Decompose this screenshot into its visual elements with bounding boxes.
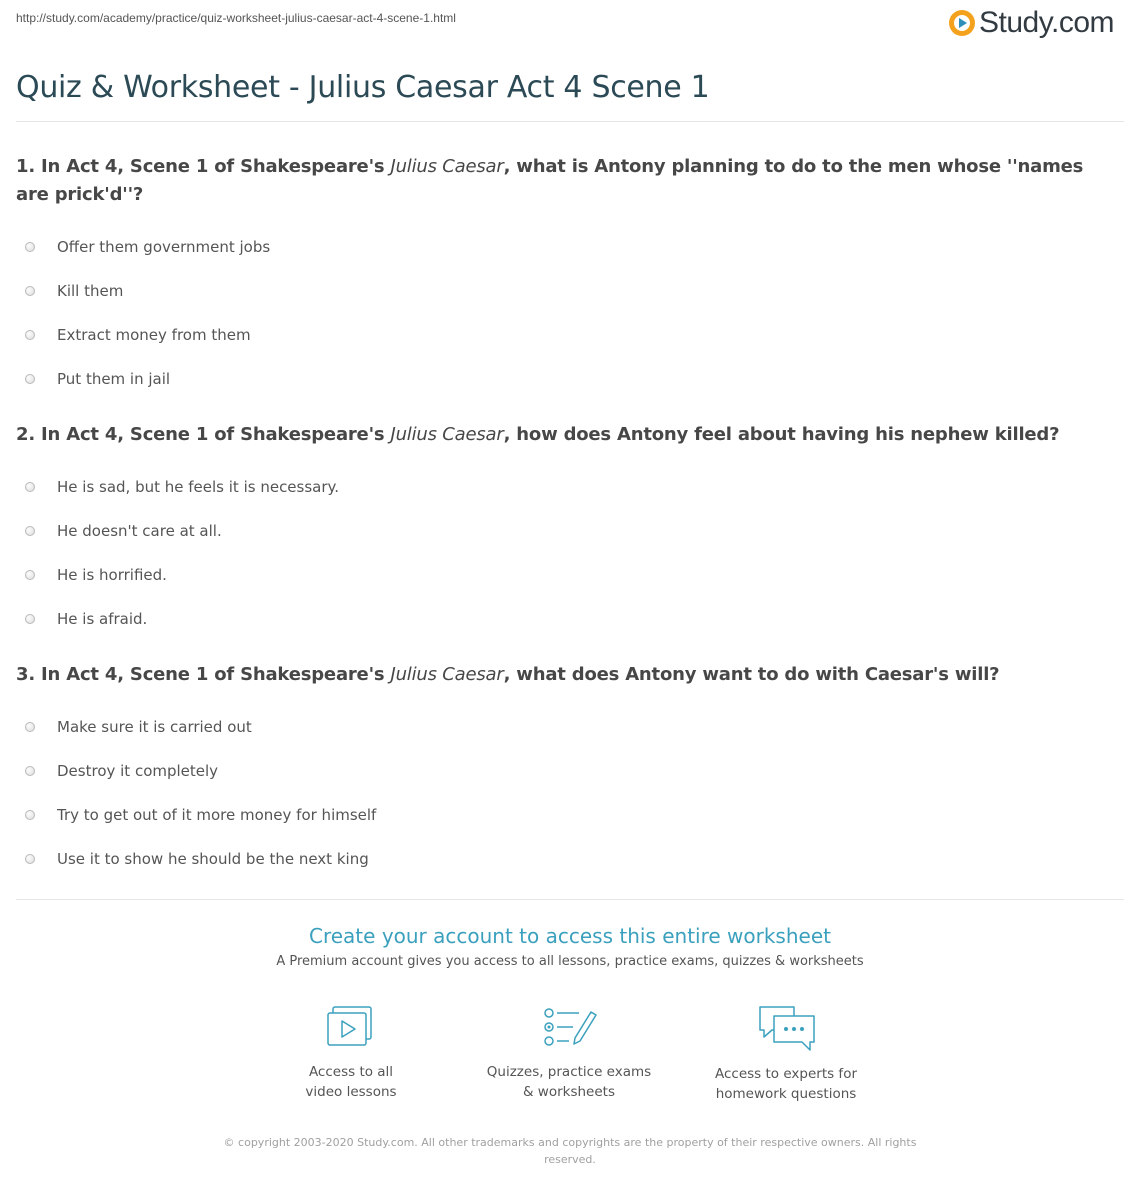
feature-label: Access to experts for homework questions — [714, 1066, 857, 1102]
answer-option[interactable]: Kill them — [16, 269, 1116, 313]
radio-button-icon[interactable] — [25, 854, 35, 864]
answer-option[interactable]: Use it to show he should be the next king — [16, 837, 1116, 881]
question-2 — [16, 421, 1116, 641]
radio-button-icon[interactable] — [25, 286, 35, 296]
answer-list — [16, 225, 1116, 401]
radio-button-icon[interactable] — [25, 614, 35, 624]
page-url: http://study.com/academy/practice/quiz-worksheet-julius-caesar-act-4-scene-1.html — [16, 11, 456, 25]
answer-option[interactable]: Extract money from them — [16, 313, 1116, 357]
radio-button-icon[interactable] — [25, 242, 35, 252]
radio-button-icon[interactable] — [25, 482, 35, 492]
page-title: Quiz & Worksheet - Julius Caesar Act 4 Scene 1 — [16, 70, 710, 105]
radio-button-icon[interactable] — [25, 570, 35, 580]
answer-list — [16, 705, 1116, 881]
premium-cta — [0, 924, 1140, 969]
answer-option[interactable]: Put them in jail — [16, 357, 1116, 401]
quiz-checklist-icon — [539, 1004, 599, 1054]
video-lessons-icon — [321, 1004, 381, 1054]
radio-button-icon[interactable] — [25, 526, 35, 536]
question-3 — [16, 661, 1116, 881]
cta-title[interactable]: Create your account to access this entire worksheet — [309, 924, 831, 948]
play-circle-logo-icon — [949, 10, 975, 36]
radio-button-icon[interactable] — [25, 722, 35, 732]
feature-label: Quizzes, practice exams & worksheets — [486, 1064, 652, 1100]
radio-button-icon[interactable] — [25, 330, 35, 340]
cta-divider — [16, 899, 1124, 900]
feature-label: Access to all video lessons — [305, 1064, 397, 1100]
feature-quizzes — [469, 1004, 669, 1102]
radio-button-icon[interactable] — [25, 810, 35, 820]
question-1 — [16, 153, 1116, 401]
answer-option[interactable]: Destroy it completely — [16, 749, 1116, 793]
answer-list — [16, 465, 1116, 641]
copyright-notice: © copyright 2003-2020 Study.com. All other trademarks and copyrights are the property of their respective owners. All rights reserved. — [223, 1136, 917, 1166]
answer-option[interactable]: Try to get out of it more money for himself — [16, 793, 1116, 837]
answer-option[interactable]: He is afraid. — [16, 597, 1116, 641]
feature-video-lessons — [251, 1004, 451, 1102]
answer-option[interactable]: He is horrified. — [16, 553, 1116, 597]
answer-option[interactable]: Make sure it is carried out — [16, 705, 1116, 749]
feature-experts — [686, 1004, 886, 1104]
answer-option[interactable]: He doesn't care at all. — [16, 509, 1116, 553]
question-text: 1. In Act 4, Scene 1 of Shakespeare's Julius Caesar, what is Antony planning to do to the men whose ''names are prick'd''? — [16, 156, 1084, 205]
cta-subtitle: A Premium account gives you access to all lessons, practice exams, quizzes & worksheets — [276, 954, 864, 969]
answer-option[interactable]: Offer them government jobs — [16, 225, 1116, 269]
title-divider — [16, 121, 1124, 122]
question-text: 2. In Act 4, Scene 1 of Shakespeare's Julius Caesar, how does Antony feel about having his nephew killed? — [16, 424, 1060, 445]
answer-option[interactable]: He is sad, but he feels it is necessary. — [16, 465, 1116, 509]
study-logo[interactable] — [949, 6, 1114, 40]
logo-text: Study.com — [979, 6, 1114, 39]
radio-button-icon[interactable] — [25, 766, 35, 776]
chat-bubbles-icon — [754, 1004, 818, 1056]
radio-button-icon[interactable] — [25, 374, 35, 384]
question-text: 3. In Act 4, Scene 1 of Shakespeare's Julius Caesar, what does Antony want to do with Caesar's will? — [16, 664, 1000, 685]
